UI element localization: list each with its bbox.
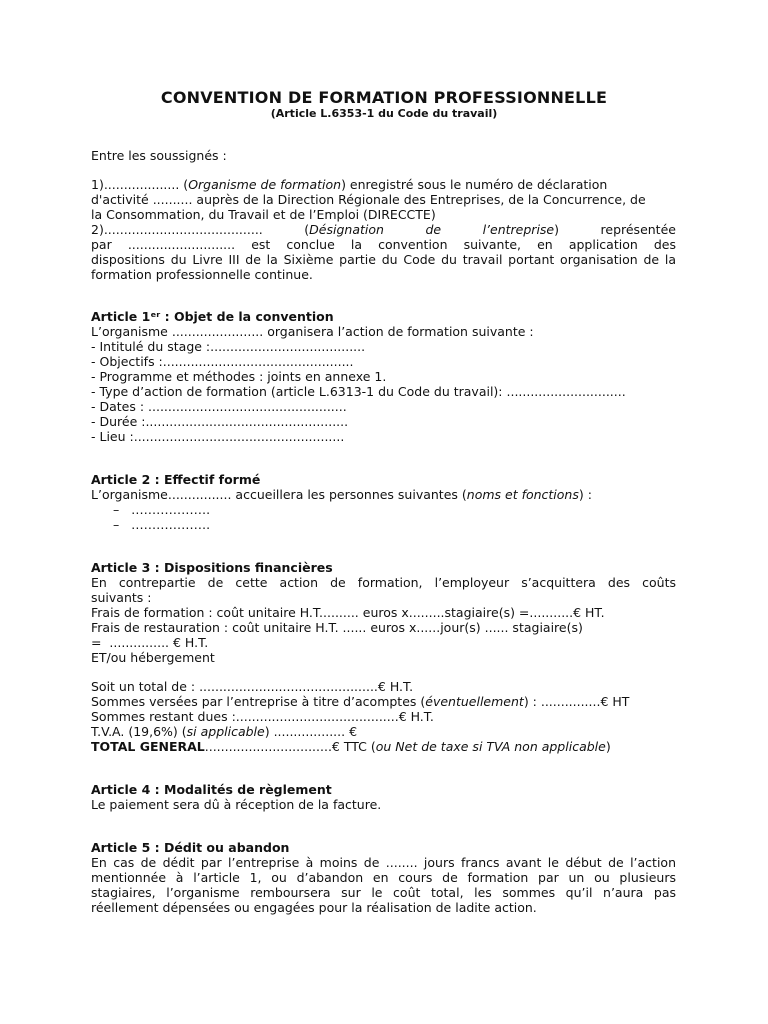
article-5 xyxy=(91,840,676,915)
article-3-totals xyxy=(91,679,676,754)
article-2-line-1: L’organisme................ accueillera les personnes suivantes (noms et fonctions) : xyxy=(91,487,592,502)
article-5-line-3: stagiaires, l’organisme remboursera sur le coût total, les sommes qu’il n’aura pas xyxy=(91,885,676,900)
list-item: - Intitulé du stage :....................................... xyxy=(91,339,366,354)
list-item: - Dates : .................................................. xyxy=(91,399,347,414)
article-3-line-6: ET/ou hébergement xyxy=(91,650,215,665)
list-item: – ………………. xyxy=(113,517,211,532)
party-2-line-3: dispositions du Livre III de la Sixième partie du Code du travail portant organisation de la xyxy=(91,252,676,267)
article-5-line-1: En cas de dédit par l’entreprise à moins de ........ jours francs avant le début de l’action xyxy=(91,855,676,870)
party-1 xyxy=(91,177,676,222)
article-2-heading: Article 2 : Effectif formé xyxy=(91,472,261,487)
list-item: - Objectifs :................................................ xyxy=(91,354,354,369)
page-subtitle: (Article L.6353-1 du Code du travail) xyxy=(270,107,498,120)
tva-line: T.V.A. (19,6%) (si applicable) .................. € xyxy=(91,724,358,739)
party-2-line-2: par ........................... est conclue la convention suivante, en application des xyxy=(91,237,676,252)
remaining-line: Sommes restant dues :.........................................€ H.T. xyxy=(91,709,434,724)
intro-between: Entre les soussignés : xyxy=(91,148,227,163)
article-1-line-1: L’organisme ....................... organisera l’action de formation suivante : xyxy=(91,324,534,339)
article-3 xyxy=(91,560,676,665)
party-1-line-2: d'activité .......... auprès de la Direction Régionale des Entreprises, de la Concurrence, de xyxy=(91,192,646,207)
page-title: CONVENTION DE FORMATION PROFESSIONNELLE xyxy=(160,88,608,107)
total-ht-line: Soit un total de : .............................................€ H.T. xyxy=(91,679,414,694)
party-1-line-3: la Consommation, du Travail et de l’Emploi (DIRECCTE) xyxy=(91,207,436,222)
article-5-heading: Article 5 : Dédit ou abandon xyxy=(91,840,290,855)
party-1-line-1: 1)................... (Organisme de formation) enregistré sous le numéro de déclaration xyxy=(91,177,608,192)
list-item: - Programme et méthodes : joints en annexe 1. xyxy=(91,369,387,384)
article-4-heading: Article 4 : Modalités de règlement xyxy=(91,782,332,797)
total-general-line: TOTAL GENERAL................................€ TTC (ou Net de taxe si TVA non applicable) xyxy=(91,739,611,754)
article-4-line-1: Le paiement sera dû à réception de la facture. xyxy=(91,797,382,812)
list-item: - Lieu :..................................................... xyxy=(91,429,345,444)
acomptes-line: Sommes versées par l’entreprise à titre d’acomptes (éventuellement) : ...............€ HT xyxy=(91,694,630,709)
article-3-line-1: En contrepartie de cette action de formation, l’employeur s’acquittera des coûts xyxy=(91,575,676,590)
article-4 xyxy=(91,782,676,812)
party-2-line-4: formation professionnelle continue. xyxy=(91,267,313,282)
article-3-line-4: Frais de restauration : coût unitaire H.T. ...... euros x......jour(s) ...... stagiaire(s) xyxy=(91,620,583,635)
article-1-heading: Article 1ᵉʳ : Objet de la convention xyxy=(91,309,334,324)
article-5-line-4: réellement dépensées ou engagées pour la réalisation de ladite action. xyxy=(91,900,537,915)
article-3-line-3: Frais de formation : coût unitaire H.T.......... euros x.........stagiaire(s) =...........€ HT. xyxy=(91,605,605,620)
party-2 xyxy=(91,222,676,282)
list-item: - Durée :................................................... xyxy=(91,414,349,429)
list-item: - Type d’action de formation (article L.6313-1 du Code du travail): .............................. xyxy=(91,384,626,399)
article-3-heading: Article 3 : Dispositions financières xyxy=(91,560,333,575)
list-item: – ………………. xyxy=(113,502,211,517)
article-3-line-2: suivants : xyxy=(91,590,152,605)
party-2-line-1: 2)........................................ (Désignation de l’entreprise) représentée xyxy=(91,222,676,237)
article-3-line-5: = ............... € H.T. xyxy=(91,635,209,650)
article-2 xyxy=(91,472,676,532)
intro-section xyxy=(91,148,676,163)
article-1 xyxy=(91,309,676,444)
article-5-line-2: mentionnée à l’article 1, ou d’abandon en cours de formation par un ou plusieurs xyxy=(91,870,676,885)
